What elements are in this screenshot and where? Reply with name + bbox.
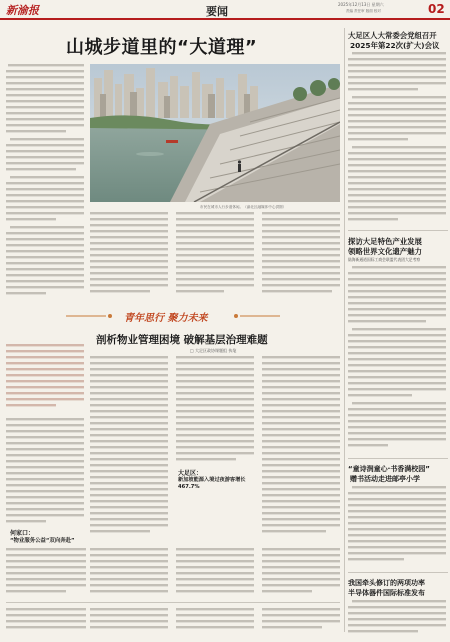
story4-title: 我国牵头修订的两项功率 (348, 579, 425, 587)
section-banner (6, 306, 340, 326)
right-divider-1 (348, 230, 448, 231)
lead-body-text-lines (90, 212, 340, 298)
lead-headline: 山城步道里的“大道理” (66, 37, 258, 58)
date-line: 2025年12月13日 星期六 (338, 2, 384, 7)
photo-caption: 市民在城市人行步道休闲。（渝北区融媒体中心供图） (200, 205, 287, 209)
story3-title-line2: 赠书活动走进邮亭小学 (350, 475, 420, 483)
footer-text-lines (6, 548, 340, 638)
city-walkway-photo (90, 64, 340, 202)
left-lower-text-lines (6, 418, 86, 524)
inset-title: 何家口： (10, 530, 35, 537)
story4-title-line2: 半导体器件国际标准发布 (348, 589, 425, 597)
feature-body (90, 356, 340, 536)
lead-body-columns (90, 212, 340, 298)
lead-left-column (6, 64, 86, 296)
story2-text-lines (348, 266, 448, 452)
feature-intro-box (6, 344, 86, 412)
story3-title: “童诗润童心·书香满校园” (348, 465, 430, 473)
right-divider-2 (348, 458, 448, 459)
story2-subtitle: 陆海新通道国际工商会联盟代表团大足考察 (348, 257, 421, 262)
intro-text-lines (6, 344, 86, 412)
column-divider (344, 28, 345, 632)
story2-title: 探访大足特色产业发展 (348, 237, 422, 246)
story3-text-lines (348, 486, 448, 568)
story2-title-line2: 领略世界文化遗产魅力 (348, 247, 422, 256)
lead-left-text-lines (6, 64, 86, 296)
inset-subtitle: “物业服务公益“双向奔赴” (10, 538, 75, 544)
lead-photo (90, 64, 340, 202)
story1-text-lines (348, 52, 448, 228)
story1-title: 大足区人大常委会党组召开 (348, 31, 437, 40)
newspaper-logo: 新渝报 (6, 4, 39, 17)
banner-text: 青年思行 聚力未来 (124, 313, 208, 324)
feature-headline: 剖析物业管理困境 破解基层治理难题 (96, 334, 268, 346)
section-title: 要闻 (206, 5, 228, 18)
story4-text-lines (348, 600, 448, 634)
page-number: 02 (428, 2, 445, 16)
footer-text (6, 548, 340, 638)
right-divider-3 (348, 572, 448, 573)
story1-subtitle: 2025年第22次(扩大)会议 (350, 41, 440, 50)
subnews-headline: 新加坡能源入境过夜游客增长467.7% (178, 477, 246, 490)
masthead (0, 0, 450, 18)
masthead-rule (0, 18, 450, 20)
editor-line: 责编 责任审 版面 校对 (346, 9, 381, 13)
right-column (348, 28, 448, 634)
subnews-label: 大足区： (178, 470, 203, 477)
feature-byline: □ 大足区政协课题组 执笔 (190, 348, 237, 353)
left-lower-column (6, 418, 86, 524)
feature-body-text-lines (90, 356, 340, 536)
